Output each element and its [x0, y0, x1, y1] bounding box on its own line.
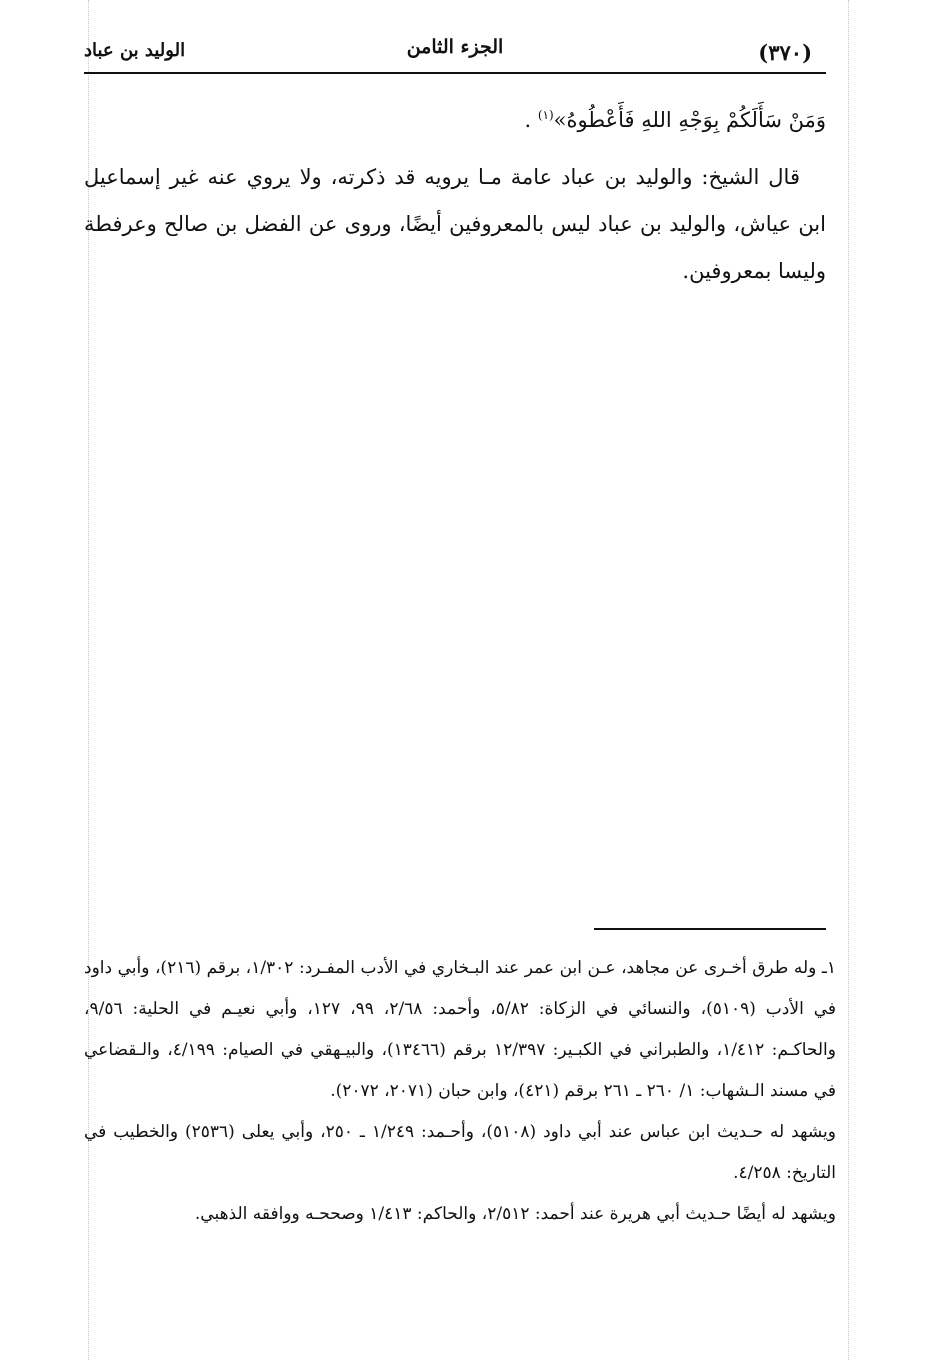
sheikh-commentary: قال الشيخ: والوليد بن عباد عامة مـا يرويه قد ذكرته، ولا يروي عنه غير إسماعيل ابن عياش، والوليد بن عباد ليس بالمعروفين أيضًا، وروى عن الفضل بن صالح وعرفطة وليسا بمعروفين. — [84, 165, 826, 283]
footnote-paragraph: ويشهد له حـديث ابن عباس عند أبي داود (٥١٠٨)، وأحـمد: ١/٢٤٩ ـ ٢٥٠، وأبي يعلى (٢٥٣٦) والخطيب في التاريخ: ٤/٢٥٨. — [84, 1122, 837, 1183]
page-header — [84, 36, 826, 70]
footnote-ref: (١) — [537, 108, 554, 122]
part-title: الجزء الثامن — [406, 36, 504, 58]
header-rule — [84, 72, 826, 74]
scan-guide-line — [848, 0, 849, 1360]
hadith-punct: . — [524, 108, 538, 132]
narrator-title: الوليد بن عباد — [84, 40, 186, 61]
footnote-separator — [594, 928, 826, 930]
footnote-paragraph: ويشهد له أيضًا حـديث أبي هريرة عند أحمد: ٢/٥١٢، والحاكم: ١/٤١٣ وصححـه ووافقه الذهبي. — [194, 1204, 836, 1224]
hadith-text: وَمَنْ سَأَلَكُمْ بِوَجْهِ اللهِ فَأَعْطُوهُ» — [553, 108, 826, 132]
footnote-paragraph: ١ـ وله طرق أخـرى عن مجاهد، عـن ابن عمر عند البـخاري في الأدب المفـرد: ١/٣٠٢، برقم (٢١٦)، وأبي داود في الأدب (٥١٠٩)، والنسائي في الزكاة: ٥/٨٢، وأحمد: ٢/٦٨، ٩٩، ١٢٧، وأبي نعيـم في الحلية: ٩/٥٦، والحاكـم: ١/٤١٢، والطبراني في الكبـير: ١٢/٣٩٧ برقم (١٣٤٦٦)، والبيـهقي في الصيام: ٤/١٩٩، والـقضاعي في مسند الـشهاب: ١/ ٢٦٠ ـ ٢٦١ برقم (٤٢١)، وابن حبان (٢٠٧١، ٢٠٧٢). — [84, 958, 837, 1101]
main-text — [84, 92, 826, 295]
footnotes — [84, 948, 836, 1235]
hadith-ending — [84, 92, 826, 144]
page-number: (٣٧٠) — [758, 40, 812, 65]
